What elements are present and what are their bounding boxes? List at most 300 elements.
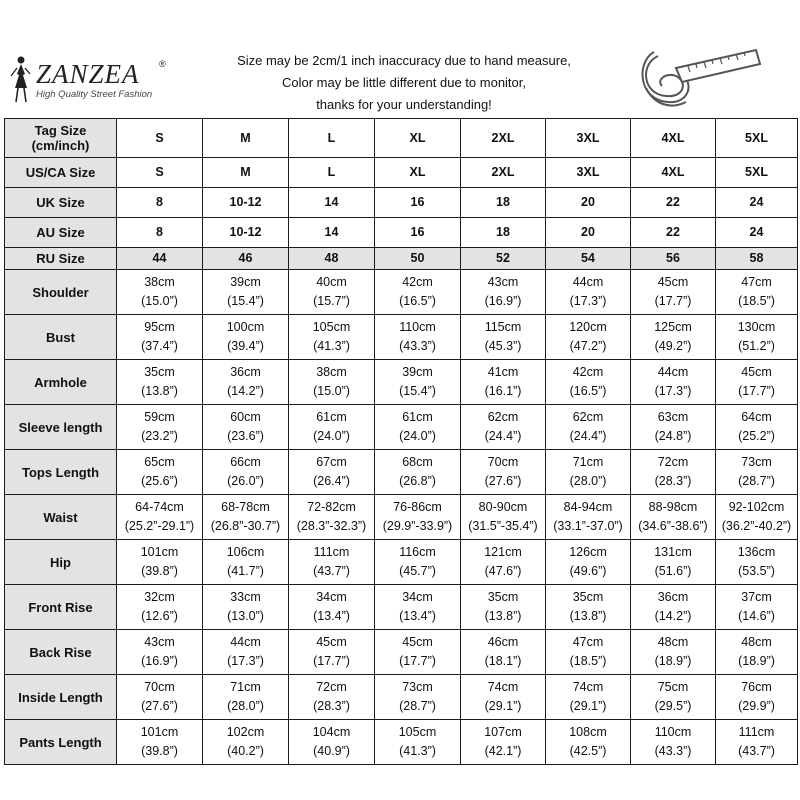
inch-value: (16.9”) bbox=[141, 654, 178, 668]
measurement-cell bbox=[203, 360, 289, 405]
measurement-row bbox=[5, 450, 798, 495]
cm-value: 130cm bbox=[737, 320, 776, 334]
measurement-cell bbox=[461, 540, 546, 585]
size-value: XL bbox=[375, 158, 461, 188]
size-value: L bbox=[289, 119, 375, 158]
cm-value: 45cm bbox=[316, 635, 347, 649]
inch-value: (17.3”) bbox=[569, 294, 607, 308]
measurement-cell bbox=[289, 585, 375, 630]
measurement-cell bbox=[716, 360, 798, 405]
inch-value: (15.7”) bbox=[313, 294, 350, 308]
inch-value: (18.9”) bbox=[738, 654, 775, 668]
measurement-cell bbox=[117, 270, 203, 315]
size-row bbox=[5, 188, 798, 218]
inch-value: (17.3”) bbox=[227, 654, 264, 668]
cm-value: 76cm bbox=[741, 680, 772, 694]
cm-value: 76-86cm bbox=[393, 500, 442, 514]
measurement-cell bbox=[203, 675, 289, 720]
cm-value: 64cm bbox=[741, 410, 772, 424]
measurement-row bbox=[5, 540, 798, 585]
measurement-row bbox=[5, 495, 798, 540]
measurement-cell bbox=[289, 630, 375, 675]
inch-value: (40.2”) bbox=[227, 744, 264, 758]
measurement-cell bbox=[716, 270, 798, 315]
inch-value: (16.5”) bbox=[399, 294, 436, 308]
measurement-cell bbox=[203, 540, 289, 585]
cm-value: 38cm bbox=[144, 275, 175, 289]
measurement-cell bbox=[203, 315, 289, 360]
inch-value: (24.4”) bbox=[484, 429, 522, 443]
measurement-cell bbox=[117, 450, 203, 495]
cm-value: 44cm bbox=[657, 365, 689, 379]
measurement-cell bbox=[461, 630, 546, 675]
size-chart-table bbox=[4, 118, 798, 765]
inch-value: (43.7”) bbox=[313, 564, 350, 578]
inch-value: (13.8”) bbox=[141, 384, 178, 398]
measurement-cell bbox=[117, 405, 203, 450]
cm-value: 95cm bbox=[144, 320, 175, 334]
measurement-cell bbox=[546, 675, 631, 720]
cm-value: 61cm bbox=[402, 410, 433, 424]
cm-value: 45cm bbox=[657, 275, 689, 289]
cm-value: 43cm bbox=[487, 275, 519, 289]
inch-value: (31.5”-35.4”) bbox=[468, 519, 538, 533]
registered-mark: ® bbox=[159, 59, 166, 69]
inch-value: (14.2”) bbox=[227, 384, 264, 398]
measurement-cell bbox=[203, 630, 289, 675]
measurement-cell bbox=[375, 270, 461, 315]
inch-value: (28.0”) bbox=[227, 699, 264, 713]
brand-tagline: High Quality Street Fashion bbox=[36, 89, 153, 100]
measurement-cell bbox=[461, 315, 546, 360]
cm-value: 59cm bbox=[144, 410, 175, 424]
measurement-cell bbox=[716, 450, 798, 495]
inch-value: (49.2”) bbox=[654, 339, 692, 353]
cm-value: 92-102cm bbox=[728, 500, 785, 514]
inch-value: (13.4”) bbox=[399, 609, 436, 623]
cm-value: 39cm bbox=[402, 365, 433, 379]
cm-value: 39cm bbox=[230, 275, 261, 289]
notice-line-2: Color may be little different due to monitor, bbox=[282, 75, 526, 90]
size-value: M bbox=[203, 119, 289, 158]
size-value: 14 bbox=[289, 218, 375, 248]
inch-value: (40.9”) bbox=[313, 744, 350, 758]
measurement-row bbox=[5, 360, 798, 405]
measurement-cell bbox=[631, 495, 716, 540]
inch-value: (34.6”-38.6”) bbox=[638, 519, 708, 533]
size-value: 16 bbox=[375, 218, 461, 248]
cm-value: 61cm bbox=[316, 410, 347, 424]
measurement-cell bbox=[631, 720, 716, 765]
size-value: M bbox=[203, 158, 289, 188]
size-value: XL bbox=[375, 119, 461, 158]
measurement-cell bbox=[117, 675, 203, 720]
row-label: UK Size bbox=[5, 188, 117, 218]
cm-value: 74cm bbox=[572, 680, 604, 694]
inch-value: (12.6”) bbox=[141, 609, 178, 623]
cm-value: 65cm bbox=[144, 455, 175, 469]
cm-value: 75cm bbox=[657, 680, 689, 694]
cm-value: 33cm bbox=[230, 590, 261, 604]
inch-value: (29.1”) bbox=[569, 699, 607, 713]
inch-value: (18.9”) bbox=[654, 654, 692, 668]
cm-value: 45cm bbox=[741, 365, 772, 379]
cm-value: 108cm bbox=[569, 725, 607, 739]
cm-value: 120cm bbox=[569, 320, 607, 334]
inch-value: (25.2”-29.1”) bbox=[124, 519, 195, 533]
cm-value: 71cm bbox=[230, 680, 261, 694]
inch-value: (15.0”) bbox=[313, 384, 350, 398]
measurement-cell bbox=[117, 720, 203, 765]
measurement-cell bbox=[375, 675, 461, 720]
measurement-cell bbox=[461, 270, 546, 315]
cm-value: 116cm bbox=[399, 545, 436, 559]
cm-value: 36cm bbox=[657, 590, 689, 604]
cm-value: 105cm bbox=[312, 320, 351, 334]
size-value: 22 bbox=[631, 188, 716, 218]
measurement-cell bbox=[546, 360, 631, 405]
cm-value: 84-94cm bbox=[563, 500, 613, 514]
measurement-cell bbox=[203, 405, 289, 450]
size-value: 3XL bbox=[546, 158, 631, 188]
measurement-row bbox=[5, 315, 798, 360]
cm-value: 46cm bbox=[487, 635, 519, 649]
inch-value: (24.8”) bbox=[654, 429, 692, 443]
measurement-cell bbox=[289, 315, 375, 360]
measurement-cell bbox=[117, 360, 203, 405]
inch-value: (42.5”) bbox=[569, 744, 607, 758]
row-label: Front Rise bbox=[5, 585, 117, 630]
measurement-cell bbox=[289, 270, 375, 315]
inch-value: (24.4”) bbox=[569, 429, 607, 443]
inch-value: (28.7”) bbox=[738, 474, 775, 488]
fashion-figure-icon bbox=[6, 54, 34, 104]
inch-value: (15.4”) bbox=[399, 384, 436, 398]
cm-value: 48cm bbox=[741, 635, 772, 649]
measurement-cell bbox=[289, 450, 375, 495]
measurement-row bbox=[5, 405, 798, 450]
inch-value: (26.8”) bbox=[399, 474, 436, 488]
measurement-cell bbox=[461, 360, 546, 405]
cm-value: 105cm bbox=[398, 725, 437, 739]
row-label: RU Size bbox=[5, 248, 117, 270]
size-value: 5XL bbox=[716, 119, 798, 158]
inch-value: (15.0”) bbox=[141, 294, 178, 308]
measurement-cell bbox=[716, 405, 798, 450]
inch-value: (24.0”) bbox=[399, 429, 436, 443]
measurement-cell bbox=[546, 450, 631, 495]
inch-value: (14.6”) bbox=[738, 609, 775, 623]
size-value: 20 bbox=[546, 188, 631, 218]
cm-value: 35cm bbox=[487, 590, 519, 604]
cm-value: 126cm bbox=[569, 545, 607, 559]
cm-value: 34cm bbox=[402, 590, 433, 604]
measurement-cell bbox=[716, 315, 798, 360]
cm-value: 72-82cm bbox=[307, 500, 356, 514]
measurement-cell bbox=[289, 360, 375, 405]
size-value: 4XL bbox=[631, 119, 716, 158]
cm-value: 101cm bbox=[140, 545, 179, 559]
measurement-cell bbox=[203, 585, 289, 630]
inch-value: (15.4”) bbox=[227, 294, 264, 308]
cm-value: 40cm bbox=[316, 275, 347, 289]
measurement-cell bbox=[546, 630, 631, 675]
measurement-cell bbox=[461, 495, 546, 540]
cm-value: 121cm bbox=[484, 545, 522, 559]
size-value: L bbox=[289, 158, 375, 188]
inch-value: (28.3”) bbox=[654, 474, 692, 488]
size-value: 46 bbox=[203, 248, 289, 270]
size-value: 8 bbox=[117, 188, 203, 218]
inch-value: (28.3”) bbox=[313, 699, 350, 713]
measurement-row bbox=[5, 630, 798, 675]
inch-value: (14.2”) bbox=[654, 609, 692, 623]
size-value: 10-12 bbox=[203, 188, 289, 218]
row-label: Tops Length bbox=[5, 450, 117, 495]
measurement-cell bbox=[716, 675, 798, 720]
cm-value: 35cm bbox=[144, 365, 175, 379]
measurement-cell bbox=[631, 675, 716, 720]
inch-value: (23.6”) bbox=[227, 429, 264, 443]
size-value: S bbox=[117, 158, 203, 188]
inch-value: (23.2”) bbox=[141, 429, 178, 443]
measurement-cell bbox=[716, 720, 798, 765]
row-label: Armhole bbox=[5, 360, 117, 405]
inch-value: (17.7”) bbox=[399, 654, 436, 668]
cm-value: 66cm bbox=[230, 455, 261, 469]
measurement-cell bbox=[289, 495, 375, 540]
size-value: 24 bbox=[716, 188, 798, 218]
inch-value: (39.4”) bbox=[227, 339, 264, 353]
cm-value: 42cm bbox=[402, 275, 433, 289]
measurement-cell bbox=[117, 585, 203, 630]
inch-value: (16.1”) bbox=[484, 384, 522, 398]
cm-value: 73cm bbox=[741, 455, 772, 469]
measurement-cell bbox=[289, 405, 375, 450]
cm-value: 74cm bbox=[487, 680, 519, 694]
size-value: 2XL bbox=[461, 158, 546, 188]
inch-value: (53.5”) bbox=[738, 564, 775, 578]
cm-value: 34cm bbox=[316, 590, 347, 604]
size-value: 58 bbox=[716, 248, 798, 270]
inch-value: (18.5”) bbox=[569, 654, 607, 668]
inch-value: (28.0”) bbox=[569, 474, 607, 488]
cm-value: 43cm bbox=[144, 635, 175, 649]
inch-value: (39.8”) bbox=[141, 564, 178, 578]
size-value: 2XL bbox=[461, 119, 546, 158]
size-value: 44 bbox=[117, 248, 203, 270]
row-label: Waist bbox=[5, 495, 117, 540]
inch-value: (16.9”) bbox=[484, 294, 522, 308]
inch-value: (47.6”) bbox=[484, 564, 522, 578]
size-value: 4XL bbox=[631, 158, 716, 188]
cm-value: 71cm bbox=[572, 455, 604, 469]
cm-value: 41cm bbox=[487, 365, 519, 379]
inch-value: (29.1”) bbox=[484, 699, 522, 713]
inch-value: (51.6”) bbox=[654, 564, 692, 578]
cm-value: 70cm bbox=[144, 680, 175, 694]
cm-value: 110cm bbox=[654, 725, 692, 739]
cm-value: 67cm bbox=[316, 455, 347, 469]
cm-value: 48cm bbox=[657, 635, 689, 649]
cm-value: 35cm bbox=[572, 590, 604, 604]
row-label: AU Size bbox=[5, 218, 117, 248]
cm-value: 32cm bbox=[144, 590, 175, 604]
measurement-cell bbox=[631, 270, 716, 315]
measurement-cell bbox=[631, 630, 716, 675]
cm-value: 88-98cm bbox=[648, 500, 698, 514]
size-value: 14 bbox=[289, 188, 375, 218]
size-value: 18 bbox=[461, 188, 546, 218]
cm-value: 131cm bbox=[654, 545, 692, 559]
measurement-cell bbox=[546, 540, 631, 585]
inch-value: (28.7”) bbox=[399, 699, 436, 713]
measurement-cell bbox=[546, 405, 631, 450]
inch-value: (27.6”) bbox=[141, 699, 178, 713]
inch-value: (16.5”) bbox=[569, 384, 607, 398]
measurement-cell bbox=[375, 405, 461, 450]
measurement-cell bbox=[631, 585, 716, 630]
cm-value: 101cm bbox=[140, 725, 179, 739]
measurement-cell bbox=[375, 630, 461, 675]
measurement-rows bbox=[5, 270, 798, 765]
inch-value: (45.3”) bbox=[484, 339, 522, 353]
inch-value: (13.8”) bbox=[569, 609, 607, 623]
measurement-cell bbox=[716, 495, 798, 540]
cm-value: 111cm bbox=[313, 545, 350, 559]
inch-value: (24.0”) bbox=[313, 429, 350, 443]
cm-value: 106cm bbox=[226, 545, 265, 559]
measurement-cell bbox=[546, 270, 631, 315]
inch-value: (41.3”) bbox=[313, 339, 350, 353]
measurement-cell bbox=[631, 315, 716, 360]
measurement-cell bbox=[461, 405, 546, 450]
size-value: 18 bbox=[461, 218, 546, 248]
inch-value: (18.5”) bbox=[738, 294, 775, 308]
measurement-cell bbox=[117, 630, 203, 675]
inch-value: (36.2”-40.2”) bbox=[721, 519, 792, 533]
row-label: Shoulder bbox=[5, 270, 117, 315]
size-row bbox=[5, 248, 798, 270]
size-row bbox=[5, 119, 798, 158]
notice-line-1: Size may be 2cm/1 inch inaccuracy due to hand measure, bbox=[237, 53, 571, 68]
cm-value: 107cm bbox=[484, 725, 522, 739]
cm-value: 80-90cm bbox=[478, 500, 528, 514]
cm-value: 115cm bbox=[484, 320, 522, 334]
measurement-cell bbox=[117, 315, 203, 360]
cm-value: 37cm bbox=[741, 590, 772, 604]
inch-value: (41.7”) bbox=[227, 564, 264, 578]
cm-value: 47cm bbox=[572, 635, 604, 649]
inch-value: (18.1”) bbox=[484, 654, 522, 668]
cm-value: 72cm bbox=[316, 680, 347, 694]
size-rows bbox=[5, 119, 798, 270]
size-value: 20 bbox=[546, 218, 631, 248]
inch-value: (43.3”) bbox=[654, 744, 692, 758]
cm-value: 60cm bbox=[230, 410, 261, 424]
measurement-cell bbox=[716, 630, 798, 675]
measurement-notice bbox=[194, 50, 614, 116]
measurement-cell bbox=[203, 495, 289, 540]
measurement-cell bbox=[546, 315, 631, 360]
cm-value: 125cm bbox=[654, 320, 692, 334]
measurement-cell bbox=[375, 720, 461, 765]
measurement-cell bbox=[546, 495, 631, 540]
inch-value: (41.3”) bbox=[399, 744, 436, 758]
cm-value: 62cm bbox=[572, 410, 604, 424]
inch-value: (25.6”) bbox=[141, 474, 178, 488]
measurement-row bbox=[5, 585, 798, 630]
measurement-cell bbox=[375, 450, 461, 495]
size-value: 48 bbox=[289, 248, 375, 270]
measurement-cell bbox=[375, 495, 461, 540]
row-label: Bust bbox=[5, 315, 117, 360]
cm-value: 63cm bbox=[657, 410, 689, 424]
cm-value: 100cm bbox=[226, 320, 265, 334]
inch-value: (17.3”) bbox=[654, 384, 692, 398]
size-value: 24 bbox=[716, 218, 798, 248]
measurement-cell bbox=[375, 360, 461, 405]
size-value: 56 bbox=[631, 248, 716, 270]
inch-value: (29.5”) bbox=[654, 699, 692, 713]
measurement-cell bbox=[716, 585, 798, 630]
cm-value: 72cm bbox=[657, 455, 689, 469]
size-value: 52 bbox=[461, 248, 546, 270]
cm-value: 68cm bbox=[402, 455, 433, 469]
size-value: 5XL bbox=[716, 158, 798, 188]
measurement-row bbox=[5, 270, 798, 315]
measurement-cell bbox=[203, 270, 289, 315]
row-label: Sleeve length bbox=[5, 405, 117, 450]
measurement-cell bbox=[631, 405, 716, 450]
cm-value: 62cm bbox=[487, 410, 519, 424]
measurement-cell bbox=[375, 315, 461, 360]
inch-value: (45.7”) bbox=[399, 564, 436, 578]
measurement-cell bbox=[461, 675, 546, 720]
measurement-cell bbox=[461, 720, 546, 765]
inch-value: (17.7”) bbox=[738, 384, 775, 398]
cm-value: 44cm bbox=[572, 275, 604, 289]
row-label: Inside Length bbox=[5, 675, 117, 720]
size-value: 8 bbox=[117, 218, 203, 248]
row-label: US/CA Size bbox=[5, 158, 117, 188]
measurement-cell bbox=[289, 540, 375, 585]
measurement-cell bbox=[461, 450, 546, 495]
size-value: 3XL bbox=[546, 119, 631, 158]
inch-value: (17.7”) bbox=[654, 294, 692, 308]
measurement-cell bbox=[375, 540, 461, 585]
cm-value: 68-78cm bbox=[221, 500, 270, 514]
inch-value: (26.4”) bbox=[313, 474, 350, 488]
notice-line-3: thanks for your understanding! bbox=[316, 97, 492, 112]
cm-value: 136cm bbox=[737, 545, 776, 559]
inch-value: (42.1”) bbox=[484, 744, 522, 758]
cm-value: 111cm bbox=[738, 725, 775, 739]
inch-value: (37.4”) bbox=[141, 339, 178, 353]
measurement-cell bbox=[461, 585, 546, 630]
row-label: Tag Size (cm/inch) bbox=[5, 119, 117, 158]
inch-value: (39.8”) bbox=[141, 744, 178, 758]
cm-value: 45cm bbox=[402, 635, 433, 649]
header bbox=[4, 40, 797, 118]
measurement-cell bbox=[546, 585, 631, 630]
row-label: Back Rise bbox=[5, 630, 117, 675]
measurement-cell bbox=[546, 720, 631, 765]
measurement-row bbox=[5, 675, 798, 720]
size-value: 22 bbox=[631, 218, 716, 248]
brand-logo bbox=[6, 50, 206, 110]
measurement-cell bbox=[203, 720, 289, 765]
